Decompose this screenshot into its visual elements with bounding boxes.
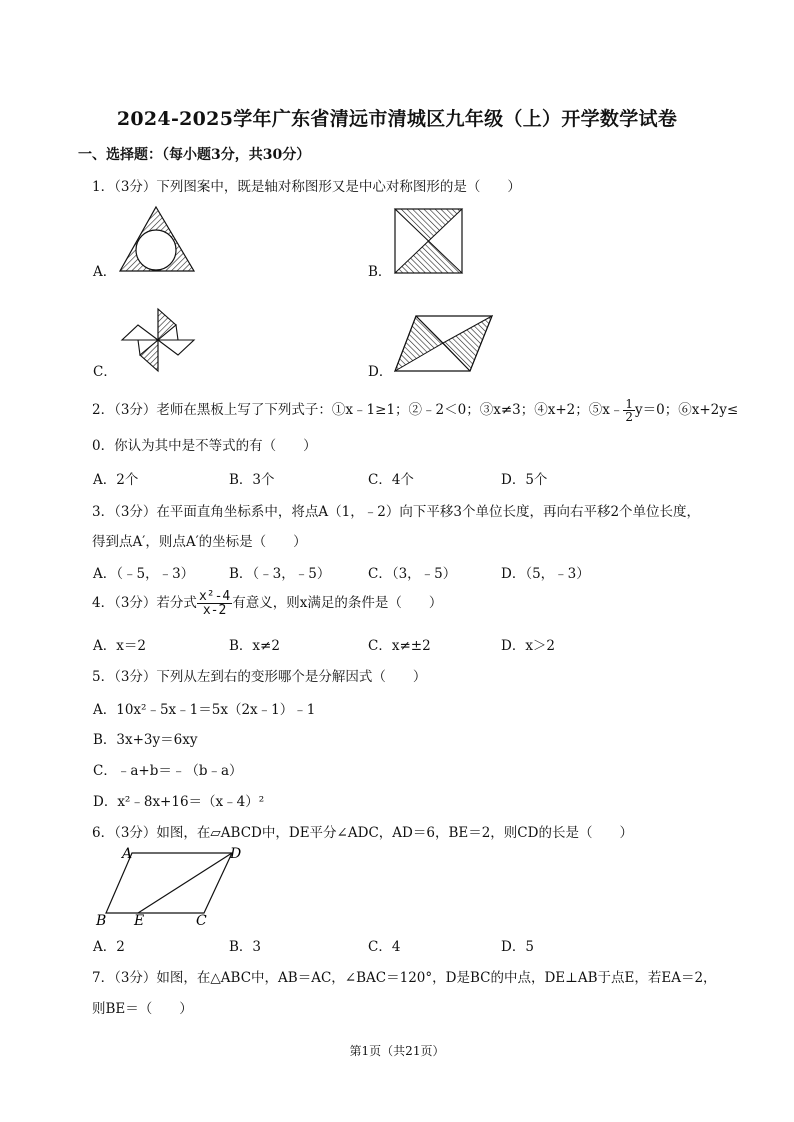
- q1-figure-b: [394, 208, 464, 276]
- q4-fraction: [197, 590, 232, 617]
- q2-frac-num: 1: [625, 397, 633, 411]
- q4-option-c[interactable]: C．x≠±2: [368, 638, 431, 654]
- q4-option-a[interactable]: A．x＝2: [93, 638, 146, 654]
- q5-option-a[interactable]: A．10x²﹣5x﹣1＝5x（2x﹣1）﹣1: [93, 702, 316, 718]
- q6-option-b[interactable]: B．3: [229, 939, 262, 955]
- q2-stem-line2: 0．你认为其中是不等式的有（ ）: [92, 438, 317, 454]
- q1-label-d: D．: [368, 364, 393, 380]
- q7-stem-line1: 7．（3分）如图，在△ABC中，AB＝AC，∠BAC＝120°，D是BC的中点，DE⊥AB于点E，若EA＝2，: [92, 970, 717, 986]
- q6-option-d[interactable]: D．5: [501, 939, 534, 955]
- q4-stem: [92, 590, 442, 617]
- q7-stem-line2: 则BE＝（ ）: [92, 1001, 193, 1017]
- section-heading: 一、选择题：（每小题3分，共30分）: [78, 147, 311, 163]
- q3-option-c[interactable]: C．（3，﹣5）: [368, 566, 457, 582]
- q3-option-b[interactable]: B．（﹣3，﹣5）: [229, 566, 331, 582]
- q1-figure-d: [394, 314, 494, 374]
- q6-option-c[interactable]: C．4: [368, 939, 401, 955]
- q3-stem-line2: 得到点A′，则点A′的坐标是（ ）: [92, 534, 307, 550]
- q1-figure-c: [118, 305, 200, 375]
- q1-stem: 1．（3分）下列图案中，既是轴对称图形又是中心对称图形的是（ ）: [92, 179, 521, 195]
- q5-option-b[interactable]: B．3x+3y＝6xy: [93, 732, 198, 748]
- q4-option-b[interactable]: B．x≠2: [229, 638, 280, 654]
- q2-option-c[interactable]: C．4个: [368, 472, 414, 488]
- q4-frac-den: x-2: [197, 603, 232, 617]
- q5-option-d[interactable]: D．x²﹣8x+16＝（x﹣4）²: [93, 794, 265, 810]
- q5-option-c[interactable]: C．﹣a+b＝﹣（b﹣a）: [93, 763, 243, 779]
- q6-stem: 6．（3分）如图，在▱ABCD中，DE平分∠ADC，AD＝6，BE＝2，则CD的长是（ ）: [92, 825, 633, 841]
- q3-option-a[interactable]: A．（﹣5，﹣3）: [93, 566, 195, 582]
- q2-stem-part-b: y＝0；⑥x+2y≤: [635, 402, 739, 418]
- q6-point-e: E: [134, 913, 145, 929]
- q2-fraction: [623, 398, 635, 423]
- q1-label-a: A．: [93, 264, 117, 280]
- q5-stem: 5．（3分）下列从左到右的变形哪个是分解因式（ ）: [92, 669, 427, 685]
- q2-option-d[interactable]: D．5个: [501, 472, 548, 488]
- q2-option-b[interactable]: B．3个: [229, 472, 275, 488]
- q6-point-a: A: [122, 846, 133, 862]
- q2-option-a[interactable]: A．2个: [93, 472, 139, 488]
- q3-option-d[interactable]: D．（5，﹣3）: [501, 566, 590, 582]
- q4-stem-part-b: 有意义，则x满足的条件是（ ）: [232, 595, 443, 611]
- q3-stem-line1: 3．（3分）在平面直角坐标系中，将点A（1，﹣2）向下平移3个单位长度，再向右平移2个单位长度，: [92, 504, 701, 520]
- q6-option-a[interactable]: A．2: [93, 939, 125, 955]
- page-footer: 第1页（共21页）: [349, 1044, 445, 1058]
- q6-parallelogram-figure: [96, 845, 256, 930]
- q2-frac-den: 2: [625, 410, 633, 424]
- q4-stem-part-a: 4．（3分）若分式: [92, 595, 197, 611]
- page-title: 2024-2025学年广东省清远市清城区九年级（上）开学数学试卷: [116, 108, 678, 130]
- q6-point-c: C: [196, 913, 207, 929]
- q6-point-d: D: [230, 846, 242, 862]
- q1-label-b: B．: [368, 264, 392, 280]
- q2-stem-line1: [92, 398, 738, 423]
- q4-frac-num: x²-4: [198, 589, 231, 604]
- q1-figure-a: [118, 205, 198, 273]
- q6-point-b: B: [96, 913, 107, 929]
- q2-stem-part-a: 2．（3分）老师在黑板上写了下列式子：①x﹣1≥1；②﹣2＜0；③x≠3；④x+2；⑤x﹣: [92, 402, 624, 418]
- q4-option-d[interactable]: D．x＞2: [501, 638, 556, 654]
- q1-label-c: C．: [93, 364, 117, 380]
